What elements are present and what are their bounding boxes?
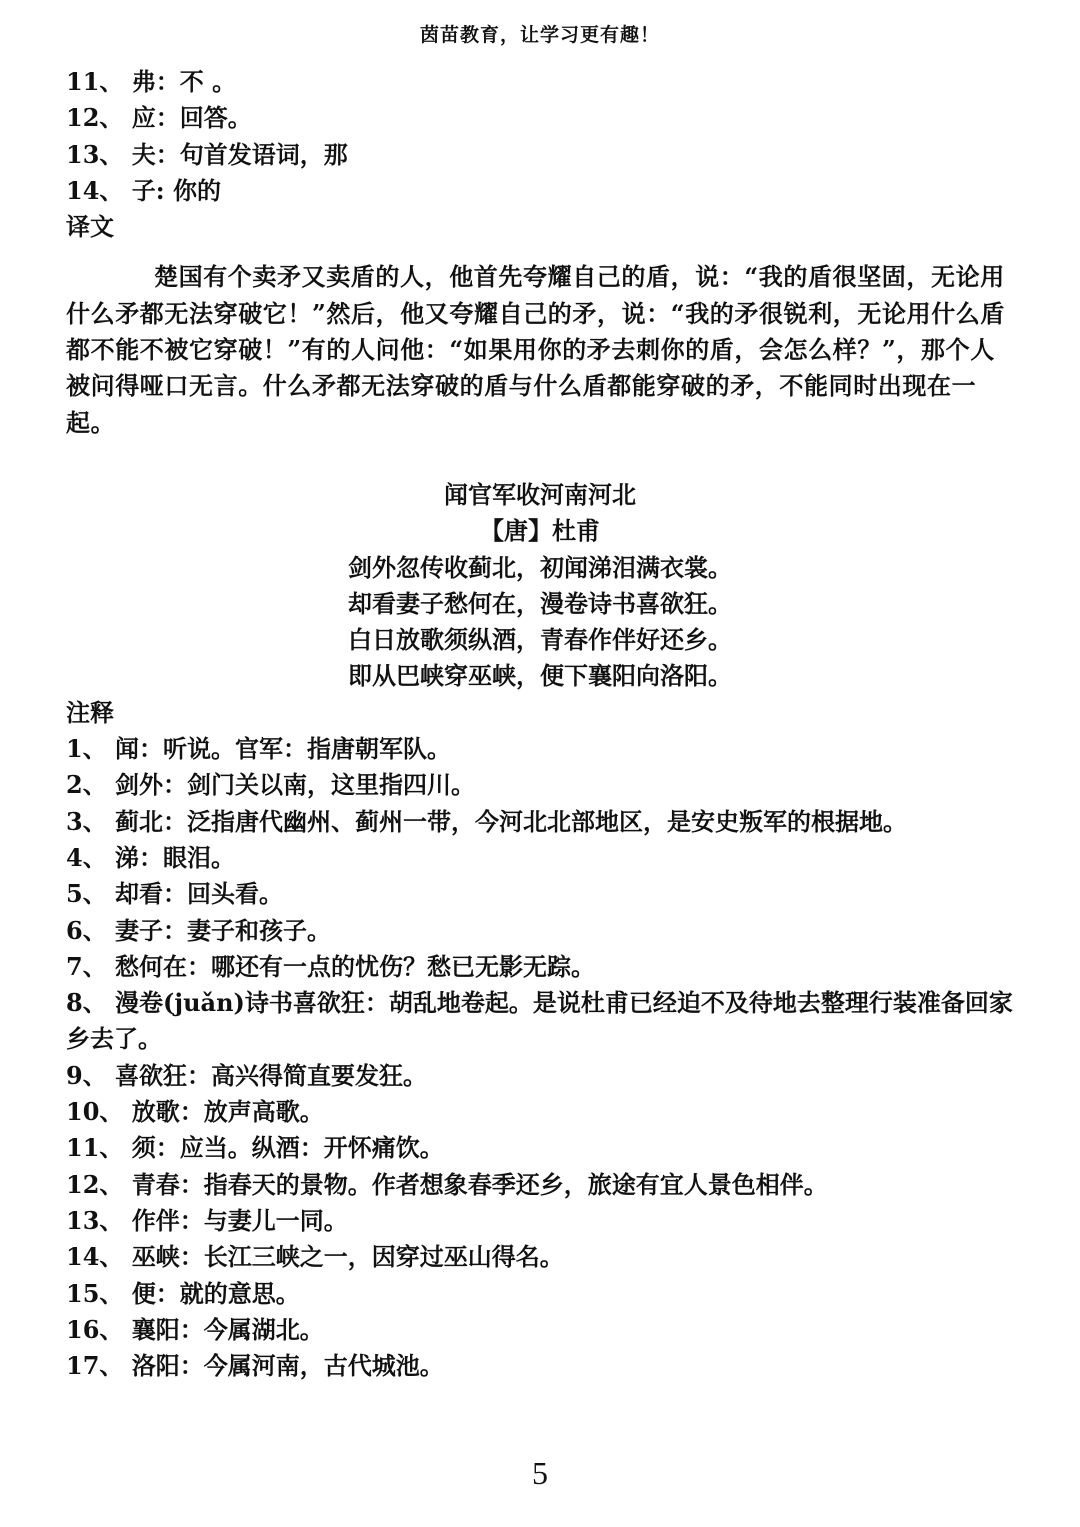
note-item: 6、 妻子：妻子和孩子。: [66, 915, 332, 945]
page-header: 茵苗教育，让学习更有趣！: [419, 24, 660, 46]
note-item: 13、 作伴：与妻儿一同。: [66, 1205, 348, 1235]
note-line: 14、 子: 你的: [66, 175, 221, 205]
note-item: 9、 喜欲狂：高兴得简直要发狂。: [66, 1060, 428, 1090]
document-body: [66, 64, 1014, 1384]
page-number: 5: [532, 1455, 548, 1491]
poem-line: 白日放歌须纵酒，青春作伴好还乡。: [348, 625, 732, 655]
note-item: 14、 巫峡：长江三峡之一，因穿过巫山得名。: [66, 1242, 564, 1272]
note-line: 11、 弗：不 。: [66, 67, 237, 96]
note-item: 8、 漫卷(juǎn)诗书喜欲狂：胡乱地卷起。是说杜甫已经迫不及待地去整理行装准备回家乡去了。: [66, 988, 1013, 1054]
note-item: 5、 却看：回头看。: [66, 879, 284, 909]
note-item: 7、 愁何在：哪还有一点的忧伤？愁已无影无踪。: [66, 951, 596, 981]
notes-heading: 注释: [66, 697, 114, 727]
translation-paragraph: 楚国有个卖矛又卖盾的人，他首先夸耀自己的盾，说：“我的盾很坚固，无论用什么矛都无法穿破它！”然后，他又夸耀自己的矛，说：“我的矛很锐利，无论用什么盾都不能不被它穿破！”有的人问他：“如果用你的矛去刺你的盾，会怎么样？”，那个人被问得哑口无言。什么矛都无法穿破的盾与什么盾都能穿破的矛，不能同时出现在一起。: [66, 262, 1006, 437]
poem-title: 闻官军收河南河北: [444, 479, 636, 509]
note-item: 4、 涕：眼泪。: [66, 842, 236, 872]
spacer: [66, 441, 1014, 477]
note-item: 1、 闻：听说。官军：指唐朝军队。: [66, 734, 452, 764]
poem-line: 即从巴峡穿巫峡，便下襄阳向洛阳。: [348, 661, 732, 691]
note-item: 3、 蓟北：泛指唐代幽州、蓟州一带，今河北北部地区，是安史叛军的根据地。: [66, 806, 908, 836]
translation-heading: 译文: [66, 212, 114, 242]
note-item: 12、 青春：指春天的景物。作者想象春季还乡，旅途有宜人景色相伴。: [66, 1169, 828, 1199]
poem-author: 【唐】杜甫: [480, 516, 600, 546]
note-line: 13、 夫：句首发语词，那: [66, 139, 348, 169]
note-item: 17、 洛阳：今属河南，古代城池。: [66, 1351, 444, 1381]
note-line: 12、 应：回答。: [66, 103, 252, 133]
note-item: 2、 剑外：剑门关以南，这里指四川。: [66, 770, 476, 800]
poem-line: 却看妻子愁何在，漫卷诗书喜欲狂。: [348, 588, 732, 618]
note-item: 16、 襄阳：今属湖北。: [66, 1314, 324, 1344]
poem-line: 剑外忽传收蓟北，初闻涕泪满衣裳。: [348, 552, 732, 582]
note-item: 10、 放歌：放声高歌。: [66, 1097, 324, 1127]
note-item: 11、 须：应当。纵酒：开怀痛饮。: [66, 1133, 444, 1163]
spacer: [66, 245, 1014, 259]
note-item: 15、 便：就的意思。: [66, 1278, 300, 1308]
